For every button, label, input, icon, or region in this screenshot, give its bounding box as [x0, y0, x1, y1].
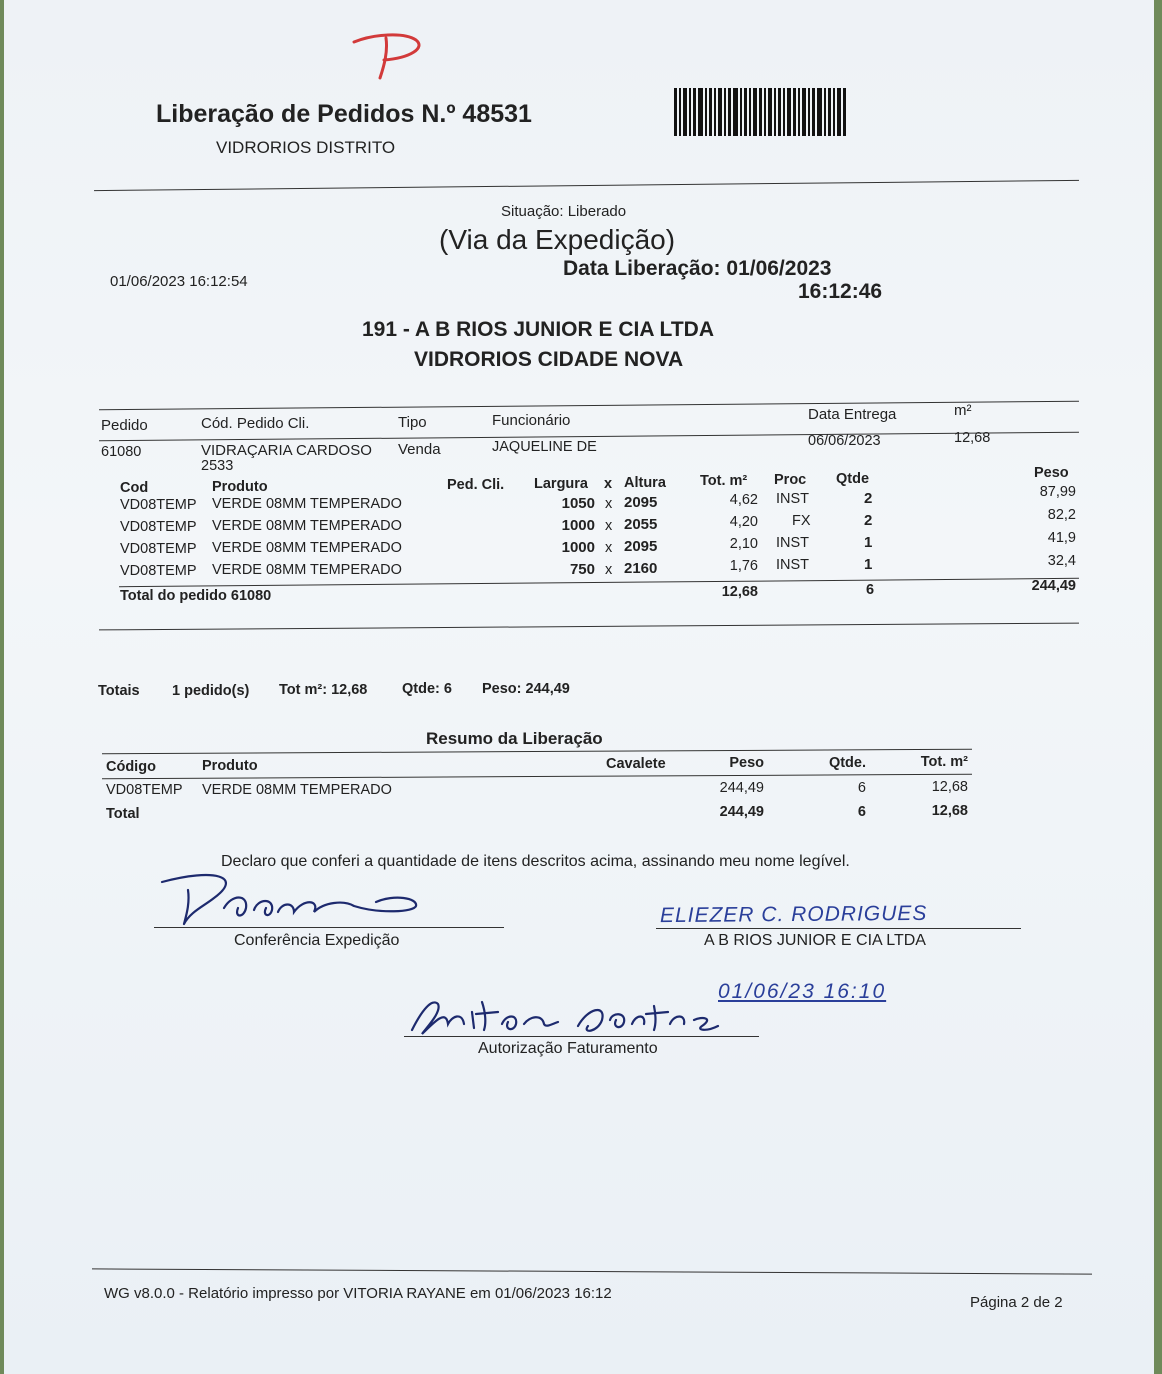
resumo-total-qtde: 6 [857, 804, 866, 820]
cell-cod: VD08TEMP [120, 541, 197, 557]
signature-conferencia [154, 868, 454, 930]
col-altura: Altura [624, 475, 666, 491]
cell-peso: 41,9 [1047, 530, 1076, 546]
col-cod: Cod [120, 480, 149, 496]
page-title: Liberação de Pedidos N.º 48531 [156, 100, 532, 128]
cell-x: x [605, 562, 613, 578]
divider [99, 623, 1079, 631]
totals-m2: Tot m²: 12,68 [279, 682, 368, 698]
release-date: Data Liberação: 01/06/2023 [563, 257, 832, 280]
cell-x: x [605, 518, 613, 534]
divider [102, 749, 972, 755]
totals-label: Totais [98, 683, 140, 699]
totals-peso: Peso: 244,49 [482, 681, 570, 697]
resumo-col-peso: Peso [729, 755, 764, 771]
col-peso: Peso [1034, 465, 1069, 481]
totals-qtde: Qtde: 6 [402, 681, 452, 697]
col-x: x [604, 476, 613, 492]
divider [119, 578, 1079, 587]
issuer-company: VIDRORIOS DISTRITO [216, 138, 396, 157]
cell-x: x [605, 540, 613, 556]
client-name: 191 - A B RIOS JUNIOR E CIA LTDA [362, 318, 714, 341]
divider [92, 1268, 1092, 1274]
handwritten-signer-name: ELIEZER C. RODRIGUES [659, 901, 928, 928]
col-produto: Produto [212, 479, 268, 495]
value-m2: 12,68 [954, 430, 991, 446]
barcode [674, 88, 848, 136]
resumo-total-tot-m2: 12,68 [931, 803, 968, 819]
totals-pedidos: 1 pedido(s) [172, 683, 250, 699]
resumo-total-label: Total [106, 806, 140, 822]
cell-qtde: 1 [864, 556, 873, 573]
value-pedido: 61080 [101, 444, 142, 460]
cell-proc: INST [776, 535, 810, 551]
resumo-cell-peso: 244,49 [719, 780, 764, 796]
conferencia-label: Conferência Expedição [234, 932, 400, 949]
divider [94, 180, 1079, 191]
cell-produto: VERDE 08MM TEMPERADO [212, 518, 402, 534]
divider [99, 401, 1079, 411]
document-page [4, 0, 1154, 1374]
order-total-m2: 12,68 [721, 584, 758, 600]
client-store: VIDRORIOS CIDADE NOVA [414, 348, 684, 371]
cell-largura: 1000 [561, 539, 595, 556]
footer-page-number: Página 2 de 2 [970, 1294, 1063, 1311]
resumo-cell-tot-m2: 12,68 [931, 779, 968, 795]
signature-autorizacao [402, 990, 732, 1040]
autorizacao-label: Autorização Faturamento [478, 1040, 658, 1057]
divider [102, 774, 972, 780]
cell-x: x [605, 496, 613, 512]
value-cod-pedido-cli: VIDRAÇARIA CARDOSO [201, 442, 372, 459]
cell-altura: 2160 [624, 560, 658, 577]
col-ped-cli: Ped. Cli. [447, 477, 505, 493]
cell-altura: 2095 [624, 494, 658, 511]
cell-proc: FX [792, 513, 811, 529]
signature-line [656, 928, 1021, 929]
label-tipo: Tipo [398, 414, 427, 431]
cell-tot-m2: 4,20 [729, 514, 758, 530]
cell-cod: VD08TEMP [120, 563, 197, 579]
via-label: (Via da Expedição) [439, 224, 676, 255]
declaration-text: Declaro que conferi a quantidade de itens descritos acima, assinando meu nome legível. [221, 853, 850, 870]
col-tot-m2: Tot. m² [700, 473, 748, 489]
label-pedido: Pedido [101, 417, 148, 434]
company-signature-label: A B RIOS JUNIOR E CIA LTDA [704, 932, 926, 949]
signature-line [404, 1036, 759, 1037]
printed-timestamp: 01/06/2023 16:12:54 [110, 273, 248, 290]
col-proc: Proc [774, 472, 807, 488]
resumo-cell-qtde: 6 [857, 780, 866, 796]
cell-proc: INST [776, 557, 810, 573]
cell-produto: VERDE 08MM TEMPERADO [212, 562, 402, 578]
resumo-col-cavalete: Cavalete [606, 756, 666, 772]
order-total-qtde: 6 [866, 582, 875, 598]
cell-produto: VERDE 08MM TEMPERADO [212, 496, 402, 512]
cell-peso: 87,99 [1039, 484, 1076, 500]
value-funcionario: JAQUELINE DE [492, 439, 597, 455]
label-m2: m² [954, 402, 972, 419]
cell-peso: 32,4 [1047, 553, 1076, 569]
order-total-label: Total do pedido 61080 [120, 588, 272, 604]
handwritten-date: 01/06/23 16:10 [718, 980, 887, 1003]
cell-tot-m2: 2,10 [729, 536, 758, 552]
signature-line [154, 927, 504, 928]
resumo-col-tot-m2: Tot. m² [920, 754, 968, 770]
cell-tot-m2: 1,76 [729, 558, 758, 574]
col-qtde: Qtde [836, 471, 870, 487]
label-funcionario: Funcionário [492, 412, 571, 429]
cell-qtde: 2 [864, 512, 873, 529]
footer-printed-by: WG v8.0.0 - Relatório impresso por VITORIA RAYANE em 01/06/2023 16:12 [104, 1285, 612, 1302]
label-data-entrega: Data Entrega [808, 406, 897, 423]
cell-cod: VD08TEMP [120, 519, 197, 535]
cell-altura: 2055 [624, 516, 658, 533]
cell-produto: VERDE 08MM TEMPERADO [212, 540, 402, 556]
resumo-cell-produto: VERDE 08MM TEMPERADO [202, 782, 392, 798]
col-largura: Largura [534, 476, 588, 492]
resumo-total-peso: 244,49 [719, 804, 764, 820]
value-tipo: Venda [398, 441, 441, 458]
cell-cod: VD08TEMP [120, 497, 197, 513]
value-data-entrega: 06/06/2023 [808, 433, 881, 449]
cell-largura: 1000 [561, 517, 595, 534]
resumo-col-qtde: Qtde. [828, 755, 866, 771]
resumo-col-produto: Produto [202, 758, 258, 774]
cell-tot-m2: 4,62 [729, 492, 758, 508]
status-situacao: Situação: Liberado [501, 203, 627, 220]
cell-largura: 1050 [561, 495, 595, 512]
resumo-cell-codigo: VD08TEMP [106, 782, 183, 798]
cell-peso: 82,2 [1047, 507, 1076, 523]
label-cod-pedido-cli: Cód. Pedido Cli. [201, 415, 310, 432]
cell-qtde: 2 [864, 490, 873, 507]
order-total-peso: 244,49 [1031, 578, 1076, 594]
value-cod-pedido-cli-2: 2533 [201, 458, 234, 474]
handwritten-p-mark [344, 28, 434, 88]
cell-proc: INST [776, 491, 810, 507]
cell-altura: 2095 [624, 538, 658, 555]
resumo-title: Resumo da Liberação [426, 729, 603, 748]
cell-qtde: 1 [864, 534, 873, 551]
release-time: 16:12:46 [798, 280, 883, 303]
resumo-col-codigo: Código [106, 759, 156, 775]
cell-largura: 750 [569, 561, 595, 578]
